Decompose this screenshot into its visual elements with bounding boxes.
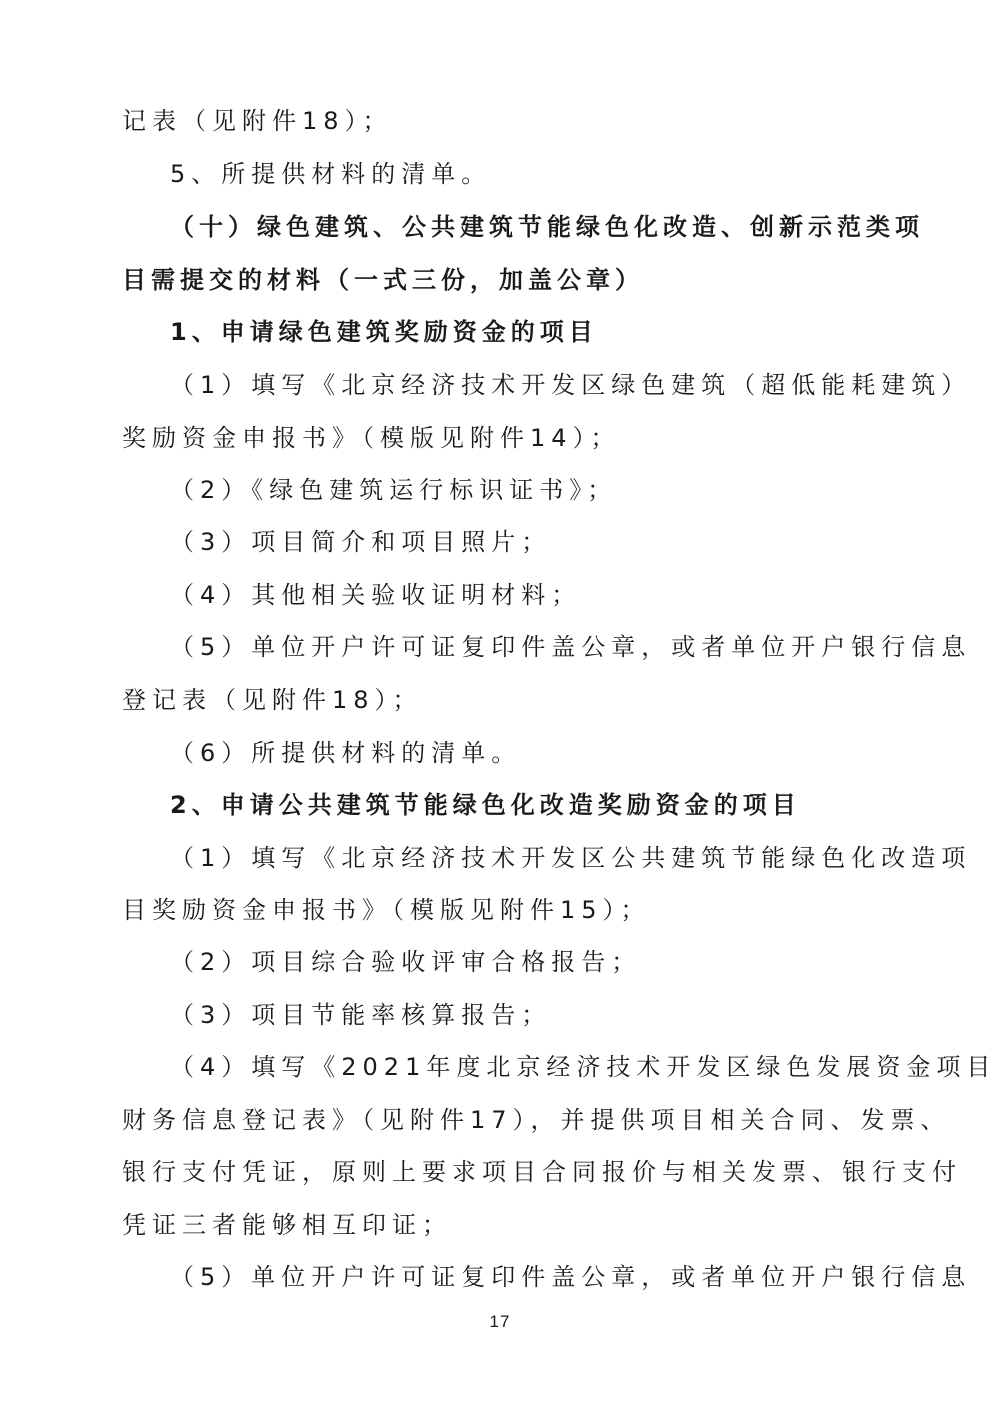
text-line: 银行支付凭证，原则上要求项目合同报价与相关发票、银行支付 xyxy=(122,1158,962,1186)
list-item: （4）其他相关验收证明材料； xyxy=(170,581,582,609)
subsection-heading: 2、申请公共建筑节能绿色化改造奖励资金的项目 xyxy=(170,791,801,819)
list-item: （3）项目节能率核算报告； xyxy=(170,1001,552,1029)
list-item: 5、所提供材料的清单。 xyxy=(170,160,492,188)
text-line: 财务信息登记表》（见附件17），并提供项目相关合同、发票、 xyxy=(122,1106,951,1134)
list-item: （5）单位开户许可证复印件盖公章，或者单位开户银行信息 xyxy=(170,633,972,661)
text-line: 登记表（见附件18）； xyxy=(122,686,423,714)
list-item: （1）填写《北京经济技术开发区公共建筑节能绿色化改造项 xyxy=(170,844,972,872)
list-item: （3）项目简介和项目照片； xyxy=(170,528,552,556)
list-item: （2）项目综合验收评审合格报告； xyxy=(170,948,642,976)
section-heading: （十）绿色建筑、公共建筑节能绿色化改造、创新示范类项 xyxy=(170,213,924,241)
subsection-heading: 1、申请绿色建筑奖励资金的项目 xyxy=(170,318,598,346)
list-item: （6）所提供材料的清单。 xyxy=(170,739,522,767)
list-item: （1）填写《北京经济技术开发区绿色建筑（超低能耗建筑） xyxy=(170,371,972,399)
page-number: 17 xyxy=(489,1312,511,1331)
text-line: 奖励资金申报书》（模版见附件14）； xyxy=(122,424,621,452)
list-item: （4）填写《2021年度北京经济技术开发区绿色发展资金项目 xyxy=(170,1053,997,1081)
text-line: 目奖励资金申报书》（模版见附件15）； xyxy=(122,896,651,924)
section-heading-cont: 目需提交的材料（一式三份，加盖公章） xyxy=(122,266,644,294)
text-line: 记表（见附件18）； xyxy=(122,107,393,135)
list-item: （2）《绿色建筑运行标识证书》； xyxy=(170,476,618,504)
text-line: 凭证三者能够相互印证； xyxy=(122,1211,452,1239)
list-item: （5）单位开户许可证复印件盖公章，或者单位开户银行信息 xyxy=(170,1263,972,1291)
